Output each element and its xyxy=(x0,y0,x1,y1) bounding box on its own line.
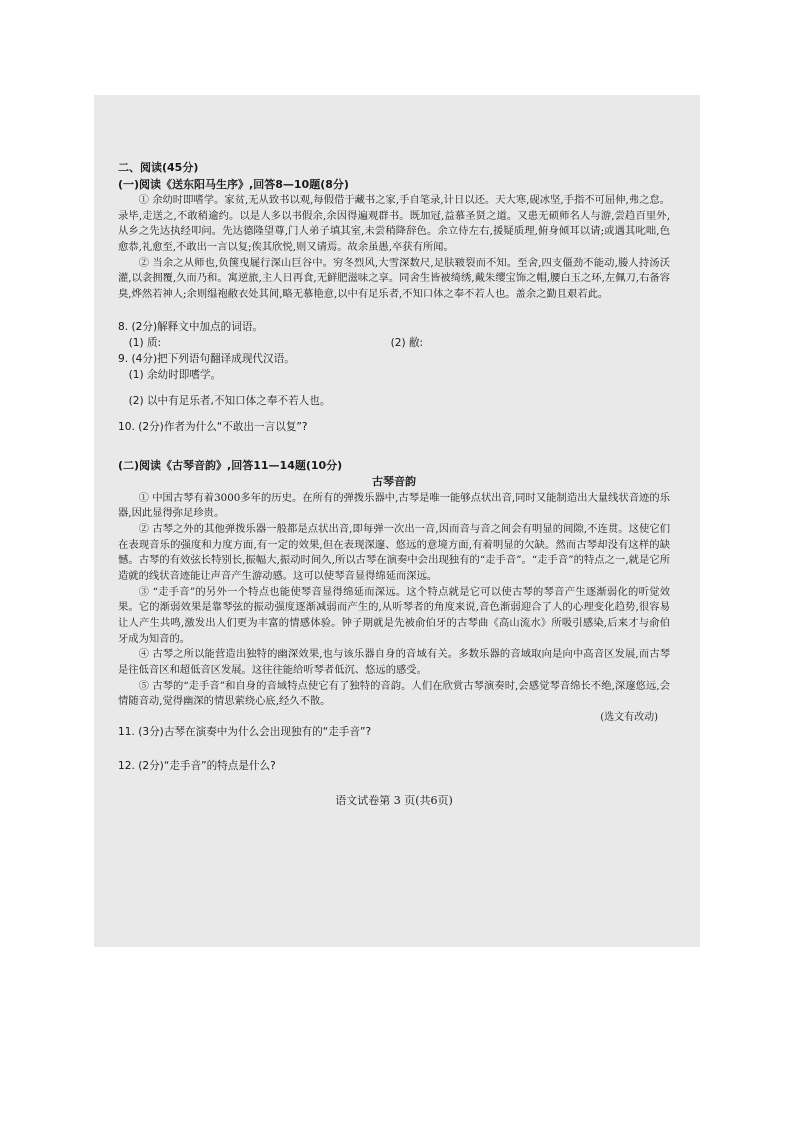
question-11: 11. (3分)古琴在演奏中为什么会出现独有的“走手音”? xyxy=(118,725,372,738)
part2-paragraph-2: ② 古琴之外的其他弹拨乐器一般都是点状出音,即每弹一次出一音,因而音与音之间会有明显的间隙,不连贯。这使它们在表现音乐的强度和力度方面,有一定的效果,但在表现深邃、悠远的意境方面,有着明显的欠缺。然而古琴却没有这样的缺憾。古琴的有效弦长特别长,振幅大,振动时间久,所以古琴在演奏中会出现独有的“走手音”。“走手音”的特点之一,就是它所造就的线状音迹能让声音产生游动感。这可以使琴音显得绵延而深远。 xyxy=(118,523,670,583)
part1-title: (一)阅读《送东阳马生序》,回答8—10题(8分) xyxy=(118,177,349,191)
question-8-items xyxy=(118,336,670,352)
part2-paragraph-5: ⑤ 古琴的“走手音”和自身的音域特点使它有了独特的音韵。人们在欣赏古琴演奏时,会感觉琴音绵长不绝,深邃悠远,会情随音动,觉得幽深的情思萦绕心底,经久不散。 xyxy=(118,679,670,708)
source-note: (选文有改动) xyxy=(600,711,658,723)
question-9-item-1: (1) 余幼时即嗜学。 xyxy=(128,369,222,382)
page-footer: 语文试卷第 3 页(共6页) xyxy=(335,793,453,807)
part2-paragraph-4: ④ 古琴之所以能营造出独特的幽深效果,也与该乐器自身的音域有关。多数乐器的音域取向是向中高音区发展,而古琴是往低音区和超低音区发展。这往往能给听琴者低沉、悠远的感受。 xyxy=(118,648,670,676)
part2-paragraph-1: ① 中国古琴有着3000多年的历史。在所有的弹拨乐器中,古琴是唯一能够点状出音,同时又能制造出大量线状音迹的乐器,因此显得弥足珍贵。 xyxy=(118,491,670,520)
question-8: 8. (2分)解释文中加点的词语。 xyxy=(118,321,264,334)
question-12: 12. (2分)“走手音”的特点是什么? xyxy=(118,759,276,772)
part1-paragraph-2: ② 当余之从师也,负箧曳屣行深山巨谷中。穷冬烈风,大雪深数尺,足肤皲裂而不知。至舍,四支僵劲不能动,媵人持汤沃灌,以衾拥覆,久而乃和。寓逆旅,主人日再食,无鲜肥滋味之享。同舍生皆被绮绣,戴朱缨宝饰之帽,腰白玉之环,左佩刀,右备容臭,烨然若神人;余则缊袍敝衣处其间,略无慕艳意,以中有足乐者,不知口体之奉不若人也。盖余之勤且艰若此。 xyxy=(118,256,670,300)
exam-page xyxy=(118,160,670,809)
part1-paragraph-1: ① 余幼时即嗜学。家贫,无从致书以观,每假借于藏书之家,手自笔录,计日以还。天大寒,砚冰坚,手指不可屈伸,弗之怠。录毕,走送之,不敢稍逾约。以是人多以书假余,余因得遍观群书。既加冠,益慕圣贤之道。又患无硕师名人与游,尝趋百里外,从乡之先达执经叩问。先达德隆望尊,门人弟子填其室,未尝稍降辞色。余立侍左右,援疑质理,俯身倾耳以请;或遇其叱咄,色愈恭,礼愈至,不敢出一言以复;俟其欣悦,则又请焉。故余虽愚,卒获有所闻。 xyxy=(118,194,670,253)
part2-title: (二)阅读《古琴音韵》,回答11—14题(10分) xyxy=(118,458,343,472)
question-9: 9. (4分)把下列语句翻译成现代汉语。 xyxy=(118,353,295,366)
article-title: 古琴音韵 xyxy=(372,475,416,489)
question-9-item-2: (2) 以中有足乐者,不知口体之奉不若人也。 xyxy=(128,395,331,408)
section-title: 二、阅读(45分) xyxy=(118,161,199,174)
question-8-item-1: (1) 质: xyxy=(128,337,162,350)
question-8-item-2: (2) 敝: xyxy=(390,337,424,350)
part2-paragraph-3: ③ “走手音”的另外一个特点也能使琴音显得绵延而深远。这个特点就是它可以使古琴的琴音产生逐渐弱化的听觉效果。它的渐弱效果是靠琴弦的振动强度逐渐减弱而产生的,从听琴者的角度来说,音色渐弱迎合了人的心理变化趋势,很容易让人产生共鸣,激发出人们更为丰富的情感体验。钟子期就是先被俞伯牙的古琴曲《高山流水》所吸引感染,后来才与俞伯牙成为知音的。 xyxy=(118,585,670,645)
question-10: 10. (2分)作者为什么“不敢出一言以复”? xyxy=(118,420,308,433)
